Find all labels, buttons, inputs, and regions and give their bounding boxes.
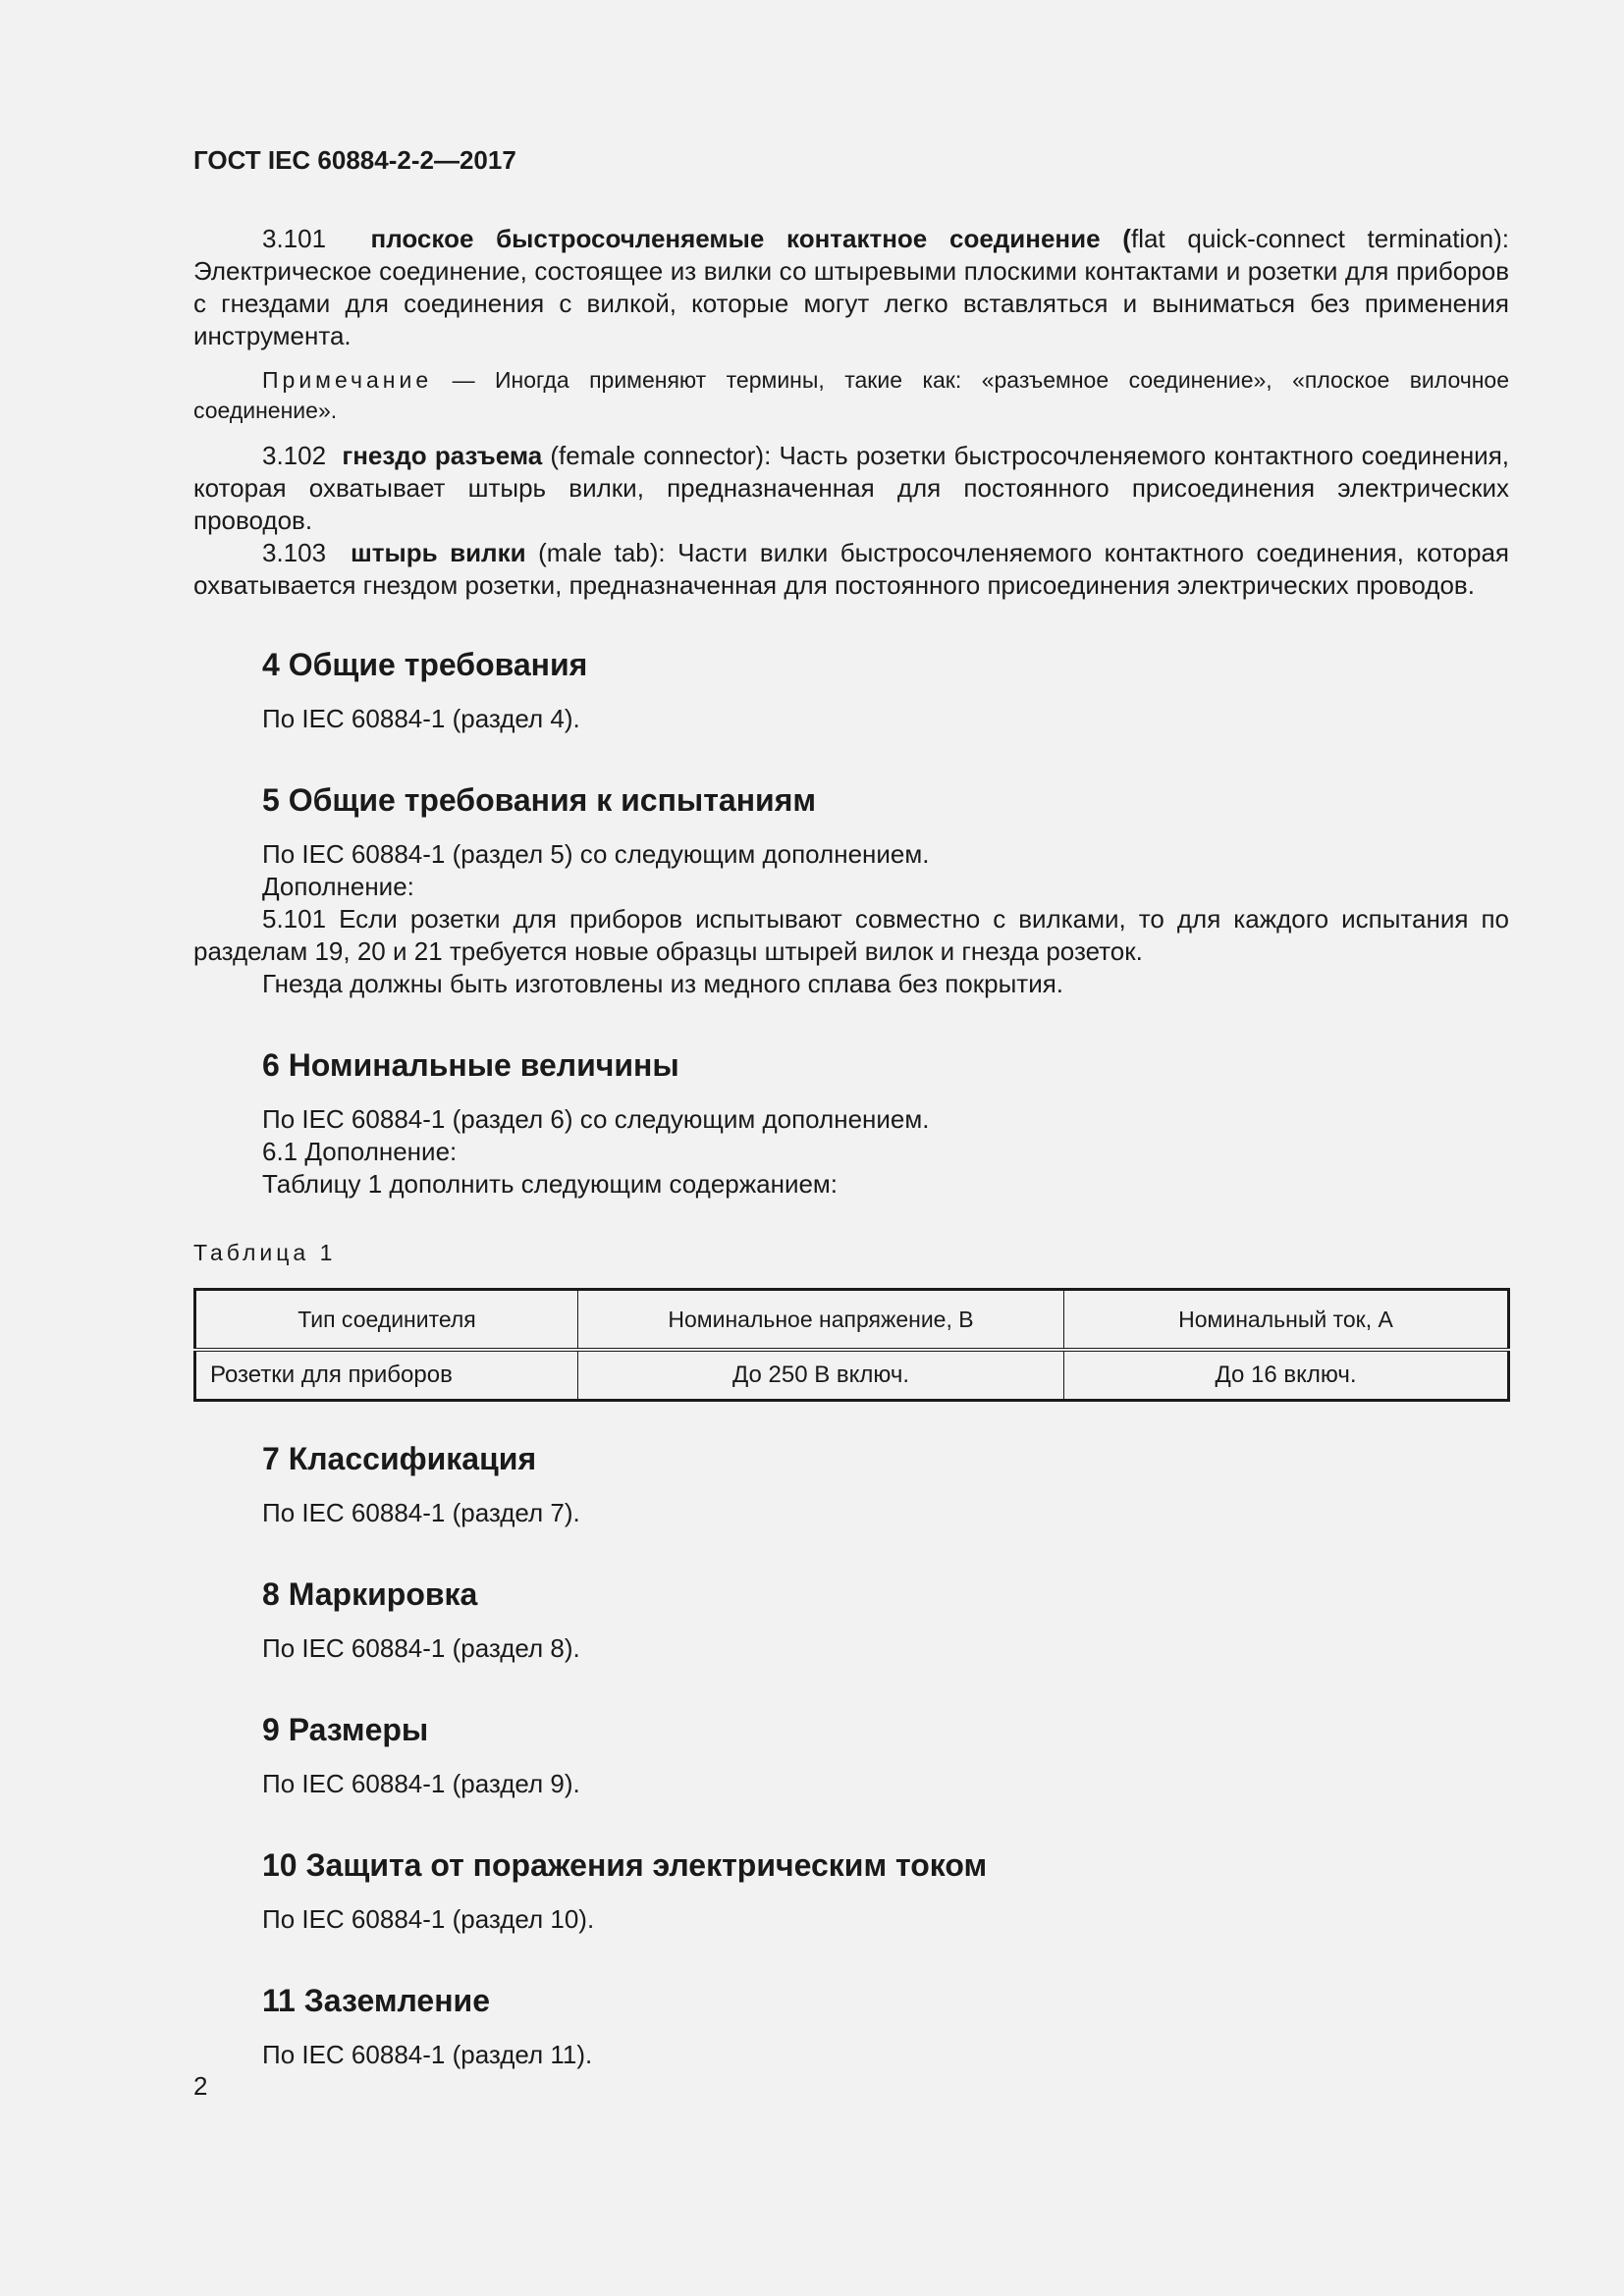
definition-number: 3.102 (262, 441, 327, 470)
section-text: По IEC 60884-1 (раздел 4). (262, 704, 580, 733)
section-6 (193, 1045, 1509, 1201)
definition-text: (male tab): Части вилки быстросочленяемого контактного соединения, которая охватывается гнездом розетки, предназначенная для постоянного присоединения электрических проводов. (193, 538, 1509, 600)
clause-5-101: 5.101 Если розетки для приборов испытывают совместно с вилками, то для каждого испытания по разделам 19, 20 и 21 требуется новые образцы штырей вилок и гнезда розеток. (193, 904, 1509, 966)
table-header-cell: Номинальное напряжение, В (578, 1290, 1064, 1351)
section-heading: 4 Общие требования (262, 647, 588, 682)
table-caption: Таблица 1 (193, 1240, 337, 1265)
section-heading: 5 Общие требования к испытаниям (262, 782, 817, 818)
section-heading: 10 Защита от поражения электрическим током (262, 1847, 988, 1883)
table-cell: До 250 В включ. (578, 1350, 1064, 1401)
section-text: Дополнение: (262, 872, 414, 901)
table-header-cell: Тип соединителя (195, 1290, 578, 1351)
section-text: По IEC 60884-1 (раздел 5) со следующим дополнением. (262, 839, 930, 869)
page-number: 2 (193, 2071, 208, 2101)
section-text: По IEC 60884-1 (раздел 8). (262, 1633, 580, 1663)
section-text: Гнезда должны быть изготовлены из медного сплава без покрытия. (262, 969, 1064, 998)
note-label: Примечание (262, 367, 433, 393)
table-1 (193, 1288, 1510, 1402)
section-text: 6.1 Дополнение: (262, 1137, 458, 1166)
section-8 (193, 1575, 1509, 1665)
definition-number: 3.101 (262, 224, 327, 253)
table-header-cell: Номинальный ток, А (1064, 1290, 1509, 1351)
section-5 (193, 780, 1509, 1000)
table-header-row (195, 1290, 1509, 1351)
definition-text: (female connector): Часть розетки быстросочленяемого контактного соединения, которая охватывает штырь вилки, предназначенная для постоянного присоединения электрических проводов. (193, 441, 1510, 535)
section-text: По IEC 60884-1 (раздел 6) со следующим дополнением. (262, 1104, 930, 1134)
section-heading: 11 Заземление (262, 1983, 490, 2018)
section-text: По IEC 60884-1 (раздел 9). (262, 1769, 580, 1798)
definition-term: штырь вилки (351, 538, 526, 567)
section-heading: 6 Номинальные величины (262, 1047, 679, 1083)
section-10 (193, 1845, 1509, 1936)
table-row (195, 1350, 1509, 1401)
section-heading: 7 Классификация (262, 1441, 537, 1476)
section-9 (193, 1710, 1509, 1800)
section-7 (193, 1439, 1509, 1529)
section-heading: 8 Маркировка (262, 1576, 478, 1612)
table-cell: Розетки для приборов (195, 1350, 578, 1401)
definition-3-102 (193, 440, 1509, 537)
definition-number: 3.103 (262, 538, 327, 567)
document-page (193, 145, 1509, 2071)
document-header: ГОСТ IEC 60884-2-2—2017 (193, 145, 516, 175)
definition-text: flat quick-connect termination): Электрическое соединение, состоящее из вилки со штыревыми плоскими контактами и розетки для приборов с гнездами для соединения с вилкой, которые могут легко вставляться и выниматься без применения инструмента. (193, 224, 1509, 350)
section-text: По IEC 60884-1 (раздел 11). (262, 2040, 593, 2069)
section-4 (193, 645, 1509, 735)
table-cell: До 16 включ. (1064, 1350, 1509, 1401)
definition-term: гнездо разъема (342, 441, 543, 470)
note-text: — Иногда применяют термины, такие как: «разъемное соединение», «плоское вилочное соединение». (193, 367, 1509, 423)
section-heading: 9 Размеры (262, 1712, 429, 1747)
definition-term: плоское быстросочленяемые контактное соединение ( (370, 224, 1131, 253)
section-text: По IEC 60884-1 (раздел 7). (262, 1498, 580, 1527)
section-text: По IEC 60884-1 (раздел 10). (262, 1904, 595, 1934)
definition-3-103 (193, 537, 1509, 602)
section-11 (193, 1981, 1509, 2071)
definition-3-101 (193, 223, 1509, 352)
section-text: Таблицу 1 дополнить следующим содержанием: (262, 1169, 839, 1199)
note (193, 365, 1509, 426)
